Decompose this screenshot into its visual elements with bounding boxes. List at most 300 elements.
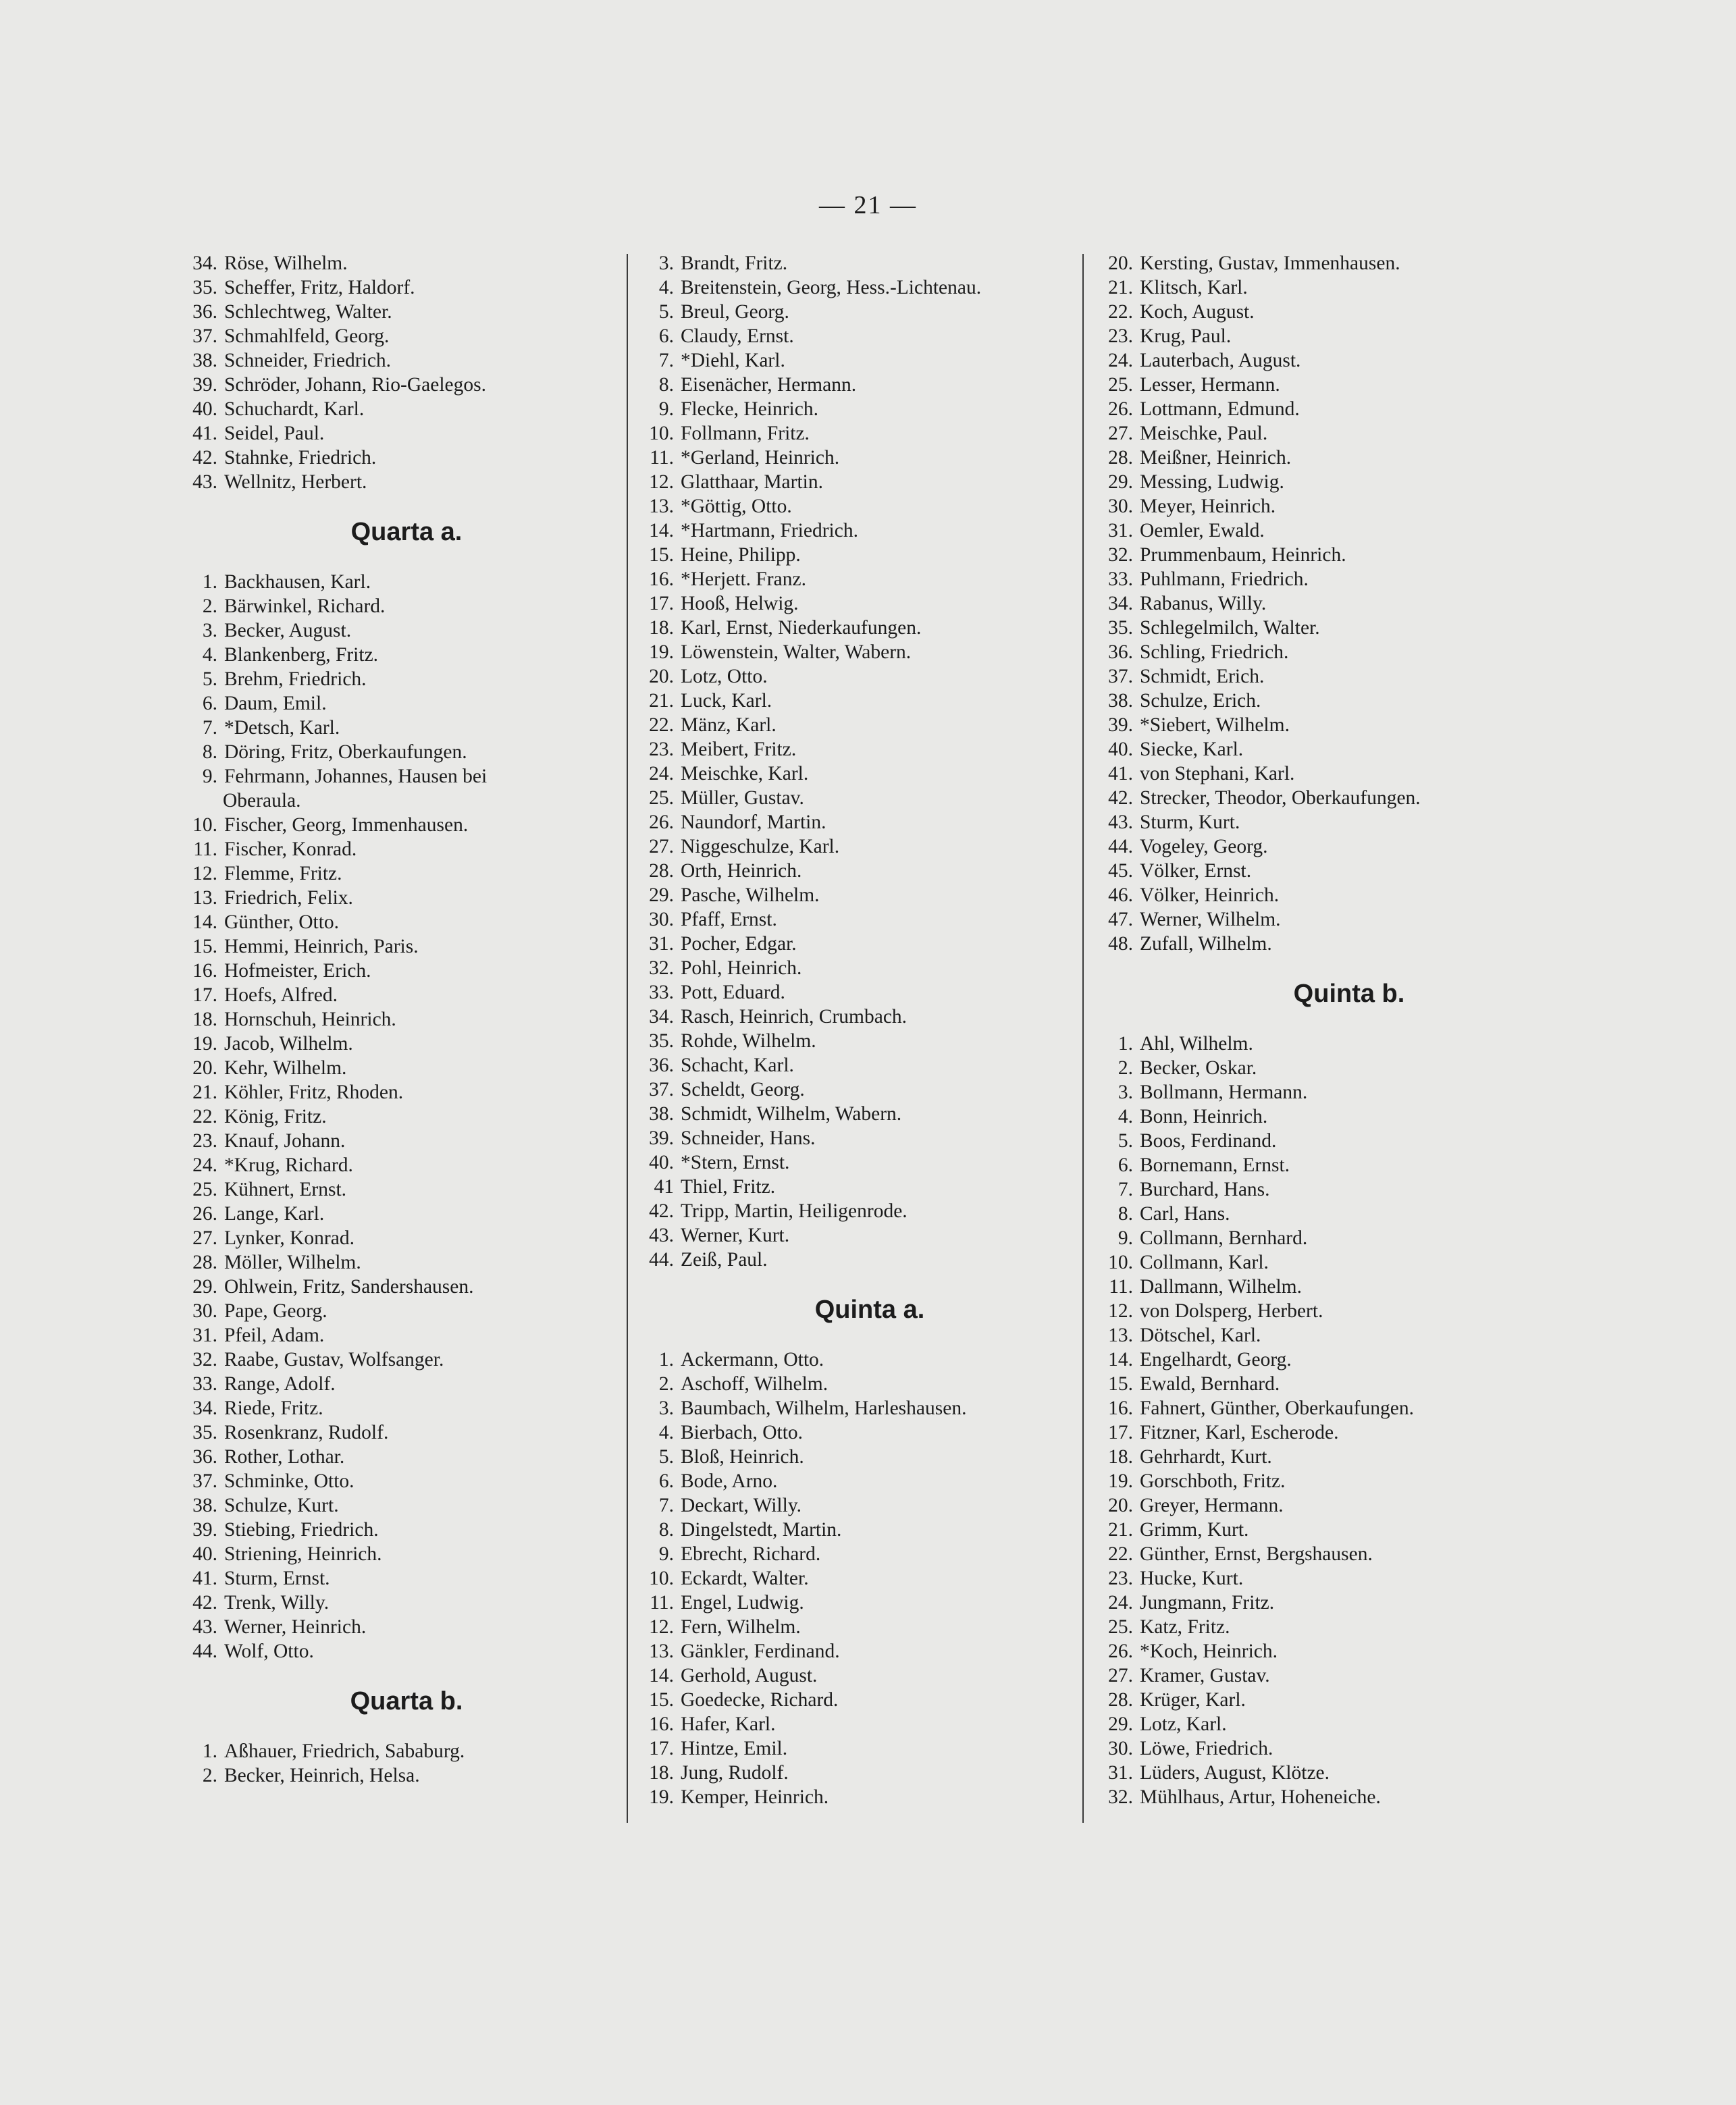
list-item-number: 9.	[202, 766, 217, 787]
list-item-number: 24.	[1108, 350, 1133, 371]
list-item-number: 14.	[192, 911, 217, 933]
list-item	[1093, 1129, 1579, 1153]
list-item	[1093, 1348, 1579, 1372]
list-item-name: Fischer, Konrad.	[224, 838, 357, 860]
list-item	[1093, 446, 1579, 470]
list-item	[633, 1615, 1079, 1639]
list-item	[633, 1248, 1079, 1272]
list-item-name: Hoefs, Alfred.	[224, 984, 338, 1006]
list-item-name: Schmahlfeld, Georg.	[224, 325, 390, 347]
list-item-number: 1.	[1117, 1033, 1133, 1055]
list-item	[177, 421, 609, 446]
list-item	[1093, 275, 1579, 300]
list-item-name: Messing, Ludwig.	[1140, 471, 1284, 493]
list-item-name: von Stephani, Karl.	[1140, 763, 1295, 784]
list-item-name: Krüger, Karl.	[1140, 1689, 1246, 1711]
list-item-name: Löwenstein, Walter, Wabern.	[681, 641, 912, 663]
list-item-number: 15.	[192, 936, 217, 957]
list-item-number: 39.	[192, 1519, 217, 1541]
list-item	[1093, 810, 1579, 834]
list-item	[633, 1736, 1079, 1761]
list-item-number: 41.	[192, 1568, 217, 1589]
list-item-name: von Dolsperg, Herbert.	[1140, 1300, 1323, 1322]
list-item-name: Pfeil, Adam.	[224, 1325, 325, 1346]
list-item-number: 22.	[649, 714, 674, 736]
list-item-number: 42.	[192, 447, 217, 469]
list-item	[1093, 1518, 1579, 1542]
list-item	[1093, 1202, 1579, 1226]
list-item-number: 17.	[1108, 1422, 1133, 1443]
list-item-number: 48.	[1108, 933, 1133, 955]
list-item-number: 7.	[1117, 1179, 1133, 1200]
list-item-name: *Diehl, Karl.	[681, 350, 785, 371]
list-item-number: 40.	[1108, 739, 1133, 760]
list-item-number: 19.	[192, 1033, 217, 1055]
list-item-name: Kühnert, Ernst.	[224, 1179, 347, 1200]
list-item-name: Schmidt, Wilhelm, Wabern.	[681, 1103, 902, 1125]
list-item-name: *Herjett. Franz.	[681, 568, 806, 590]
list-item-number: 35.	[1108, 617, 1133, 639]
list-item-name: Lauterbach, August.	[1140, 350, 1301, 371]
list-item-number: 9.	[1117, 1227, 1133, 1249]
list-item	[177, 934, 609, 959]
list-item-name: Claudy, Ernst.	[681, 325, 794, 347]
list-item-number: 29.	[1108, 1713, 1133, 1735]
list-item	[1093, 907, 1579, 932]
list-item	[633, 1420, 1079, 1445]
list-item-name: Rasch, Heinrich, Crumbach.	[681, 1006, 908, 1028]
list-item-name: Scheldt, Georg.	[681, 1079, 805, 1100]
list-item-name: *Hartmann, Friedrich.	[681, 520, 858, 541]
list-item-number: 36.	[649, 1055, 674, 1076]
list-item-name: Brehm, Friedrich.	[224, 668, 367, 690]
list-item-number: 33.	[649, 982, 674, 1003]
list-item-name: Aschoff, Wilhelm.	[681, 1373, 828, 1395]
list-item-name: Eisenächer, Hermann.	[681, 374, 857, 396]
list-item-number: 21.	[1108, 277, 1133, 298]
list-item-name: Gorschboth, Fritz.	[1140, 1470, 1286, 1492]
list-item	[633, 1493, 1079, 1518]
list-item-name: Ackermann, Otto.	[681, 1349, 824, 1370]
list-item	[633, 907, 1079, 932]
list-item	[177, 1493, 609, 1518]
list-item-number: 31.	[1108, 520, 1133, 541]
list-item	[1093, 1493, 1579, 1518]
list-item-number: 39.	[1108, 714, 1133, 736]
list-item-number: 6.	[1117, 1154, 1133, 1176]
list-item-name: Lotz, Otto.	[681, 666, 768, 687]
list-item-name: Pohl, Heinrich.	[681, 957, 802, 979]
list-item-number: 41.	[1108, 763, 1133, 784]
list-item-number: 42.	[192, 1592, 217, 1614]
list-item	[177, 1372, 609, 1396]
list-item-name: Bornemann, Ernst.	[1140, 1154, 1290, 1176]
list-item-name: Pfaff, Ernst.	[681, 909, 777, 930]
list-item	[1093, 324, 1579, 348]
list-item-name: Pasche, Wilhelm.	[681, 884, 820, 906]
list-item	[633, 1518, 1079, 1542]
list-item	[633, 1102, 1079, 1126]
list-item-name: Collmann, Bernhard.	[1140, 1227, 1308, 1249]
list-item	[177, 691, 609, 716]
list-item-name: Lynker, Konrad.	[224, 1227, 354, 1249]
list-item-number: 1.	[202, 571, 217, 593]
list-item-name: Sturm, Ernst.	[224, 1568, 330, 1589]
list-item	[177, 1739, 609, 1763]
list-item-name: Boos, Ferdinand.	[1140, 1130, 1277, 1152]
list-item	[633, 1175, 1079, 1199]
list-item-number: 25.	[1108, 374, 1133, 396]
list-item-number: 9.	[658, 1543, 674, 1565]
list-item	[1093, 1542, 1579, 1566]
list-item	[177, 275, 609, 300]
list-item	[177, 470, 609, 494]
list-item-name: Daum, Emil.	[224, 693, 327, 714]
list-item	[177, 789, 609, 813]
list-item-number: 14.	[649, 1665, 674, 1686]
list-item-number: 28.	[192, 1252, 217, 1273]
list-item-number: 44.	[192, 1641, 217, 1662]
list-item	[633, 1663, 1079, 1688]
list-item	[177, 1323, 609, 1348]
list-item	[633, 1029, 1079, 1053]
list-item	[177, 594, 609, 618]
list-item-number: 12.	[649, 1616, 674, 1638]
list-item-number: 13.	[192, 887, 217, 909]
list-item-number: 4.	[658, 277, 674, 298]
list-item-name: Striening, Heinrich.	[224, 1543, 382, 1565]
list-item-number: 14.	[649, 520, 674, 541]
list-item	[633, 567, 1079, 591]
list-item	[177, 1615, 609, 1639]
list-item-number: 27.	[1108, 1665, 1133, 1686]
list-item	[1093, 1372, 1579, 1396]
list-item-number: 32.	[1108, 1786, 1133, 1808]
list-item	[633, 373, 1079, 397]
list-item-name: Flemme, Fritz.	[224, 863, 342, 884]
list-item-number: 42.	[649, 1200, 674, 1222]
list-item-name: Schacht, Karl.	[681, 1055, 794, 1076]
list-item-name: Pocher, Edgar.	[681, 933, 797, 955]
list-item	[1093, 616, 1579, 640]
list-item	[633, 1591, 1079, 1615]
list-item-number: 37.	[1108, 666, 1133, 687]
list-item	[633, 300, 1079, 324]
list-item-name: Seidel, Paul.	[224, 423, 325, 444]
list-item	[1093, 1469, 1579, 1493]
list-item-name: Rother, Lothar.	[224, 1446, 345, 1468]
list-item-number: 39.	[192, 374, 217, 396]
list-item-name: Orth, Heinrich.	[681, 860, 802, 882]
list-item-name: Hofmeister, Erich.	[224, 960, 371, 982]
list-item-name: Stahnke, Friedrich.	[224, 447, 377, 469]
list-item-number: 21.	[192, 1082, 217, 1103]
list-item	[177, 1007, 609, 1032]
list-item	[633, 1785, 1079, 1809]
list-item-number: 38.	[649, 1103, 674, 1125]
list-item-name: Mänz, Karl.	[681, 714, 777, 736]
list-item-name: Hooß, Helwig.	[681, 593, 799, 614]
list-item-number: 3.	[658, 1397, 674, 1419]
list-item-name: Breul, Georg.	[681, 301, 789, 323]
list-item	[633, 470, 1079, 494]
list-item-number: 43.	[1108, 811, 1133, 833]
list-item-name: Jacob, Wilhelm.	[224, 1033, 353, 1055]
list-item	[177, 1542, 609, 1566]
list-item	[177, 764, 609, 789]
list-item-name: Niggeschulze, Karl.	[681, 836, 840, 857]
list-item-number: 20.	[1108, 1495, 1133, 1516]
list-item-name: *Koch, Heinrich.	[1140, 1641, 1278, 1662]
list-item-number: 7.	[658, 350, 674, 371]
list-item-name: Flecke, Heinrich.	[681, 398, 818, 420]
list-item	[1093, 251, 1579, 275]
list-item	[177, 643, 609, 667]
list-item-number: 16.	[1108, 1397, 1133, 1419]
list-item-number: 18.	[1108, 1446, 1133, 1468]
list-item-number: 23.	[1108, 325, 1133, 347]
list-item-number: 34.	[192, 252, 217, 274]
list-item-name: Grimm, Kurt.	[1140, 1519, 1249, 1541]
list-item-number: 4.	[1117, 1106, 1133, 1127]
list-item-name: Puhlmann, Friedrich.	[1140, 568, 1309, 590]
list-item	[177, 1763, 609, 1788]
list-item-number: 2.	[658, 1373, 674, 1395]
list-item-number: 8.	[658, 374, 674, 396]
list-item	[1093, 1080, 1579, 1104]
list-item-name: Friedrich, Felix.	[224, 887, 353, 909]
list-item-name: Bollmann, Hermann.	[1140, 1082, 1308, 1103]
list-item	[1093, 1712, 1579, 1736]
list-item	[177, 1250, 609, 1275]
section-heading: Quinta b.	[1293, 980, 1405, 1008]
list-item-name: Carl, Hans.	[1140, 1203, 1230, 1225]
list-item-number: 33.	[192, 1373, 217, 1395]
list-item-number: 28.	[1108, 1689, 1133, 1711]
list-item-number: 42.	[1108, 787, 1133, 809]
list-item-name: Greyer, Hermann.	[1140, 1495, 1284, 1516]
list-item-name: Backhausen, Karl.	[224, 571, 371, 593]
list-item-name: Heine, Philipp.	[681, 544, 801, 566]
list-item-number: 2.	[202, 1765, 217, 1786]
list-item	[633, 1005, 1079, 1029]
column-middle	[633, 251, 1079, 1809]
list-item-number: 29.	[649, 884, 674, 906]
list-item	[177, 1299, 609, 1323]
list-item-number: 14.	[1108, 1349, 1133, 1370]
list-item	[1093, 1104, 1579, 1129]
list-item-number: 6.	[658, 325, 674, 347]
list-item-name: Siecke, Karl.	[1140, 739, 1244, 760]
list-item-name: *Stern, Ernst.	[681, 1152, 790, 1173]
list-item-name: Oberaula.	[223, 790, 301, 811]
list-item-number: 34.	[1108, 593, 1133, 614]
list-item-name: Dingelstedt, Martin.	[681, 1519, 842, 1541]
list-item-name: Werner, Kurt.	[681, 1225, 790, 1246]
list-item-name: Pott, Eduard.	[681, 982, 785, 1003]
list-item-number: 21.	[649, 690, 674, 712]
list-item	[177, 1420, 609, 1445]
list-item-name: König, Fritz.	[224, 1106, 327, 1127]
list-item	[633, 883, 1079, 907]
list-item	[633, 1348, 1079, 1372]
list-item-name: Becker, Oskar.	[1140, 1057, 1257, 1079]
list-item	[633, 1761, 1079, 1785]
list-item-number: 43.	[649, 1225, 674, 1246]
list-item-number: 22.	[1108, 301, 1133, 323]
list-item-name: Baumbach, Wilhelm, Harleshausen.	[681, 1397, 967, 1419]
list-item	[1093, 421, 1579, 446]
list-item	[1093, 591, 1579, 616]
list-item	[633, 591, 1079, 616]
list-item-number: 22.	[1108, 1543, 1133, 1565]
list-item-number: 35.	[192, 277, 217, 298]
list-item-number: 33.	[1108, 568, 1133, 590]
list-item-name: Raabe, Gustav, Wolfsanger.	[224, 1349, 444, 1370]
list-item-number: 27.	[649, 836, 674, 857]
list-item	[177, 446, 609, 470]
list-item-number: 28.	[649, 860, 674, 882]
list-item-name: Brandt, Fritz.	[681, 252, 788, 274]
list-item-number: 24.	[1108, 1592, 1133, 1614]
list-item-number: 2.	[202, 595, 217, 617]
list-item-name: Gerhold, August.	[681, 1665, 818, 1686]
list-item-name: Fischer, Georg, Immenhausen.	[224, 814, 469, 836]
list-item	[633, 1445, 1079, 1469]
list-item-name: Rosenkranz, Rudolf.	[224, 1422, 389, 1443]
list-item	[1093, 1323, 1579, 1348]
list-item	[633, 1372, 1079, 1396]
list-item	[177, 1639, 609, 1663]
list-item-number: 3.	[1117, 1082, 1133, 1103]
list-item-number: 17.	[649, 1738, 674, 1759]
list-item-name: Fern, Wilhelm.	[681, 1616, 801, 1638]
list-item-number: 1.	[658, 1349, 674, 1370]
list-item-name: Jungmann, Fritz.	[1140, 1592, 1275, 1614]
list-item	[1093, 470, 1579, 494]
list-item-name: Völker, Ernst.	[1140, 860, 1252, 882]
list-item	[1093, 1177, 1579, 1202]
list-item-name: Ewald, Bernhard.	[1140, 1373, 1280, 1395]
list-item	[177, 1518, 609, 1542]
list-item-number: 16.	[649, 568, 674, 590]
list-item-number: 6.	[202, 693, 217, 714]
list-item	[1093, 1032, 1579, 1056]
list-item	[1093, 1663, 1579, 1688]
list-item-name: Hintze, Emil.	[681, 1738, 788, 1759]
list-item	[633, 1150, 1079, 1175]
list-item-number: 31.	[649, 933, 674, 955]
list-item-name: Lottmann, Edmund.	[1140, 398, 1300, 420]
list-item	[633, 1688, 1079, 1712]
list-item-name: Meibert, Fritz.	[681, 739, 797, 760]
list-item-number: 32.	[192, 1349, 217, 1370]
list-item-name: Gehrhardt, Kurt.	[1140, 1446, 1272, 1468]
list-item	[633, 518, 1079, 543]
list-item-number: 37.	[192, 1470, 217, 1492]
list-item	[177, 740, 609, 764]
list-item-number: 35.	[192, 1422, 217, 1443]
list-item-number: 40.	[192, 398, 217, 420]
list-item	[177, 397, 609, 421]
list-item	[1093, 1153, 1579, 1177]
list-item-name: Schröder, Johann, Rio-Gaelegos.	[224, 374, 486, 396]
list-item	[177, 373, 609, 397]
list-item-number: 36.	[192, 1446, 217, 1468]
list-item-name: Werner, Wilhelm.	[1140, 909, 1281, 930]
list-item	[633, 932, 1079, 956]
list-item-number: 30.	[1108, 496, 1133, 517]
list-item-number: 36.	[1108, 641, 1133, 663]
list-item-name: Eckardt, Walter.	[681, 1568, 809, 1589]
list-item-name: Hafer, Karl.	[681, 1713, 776, 1735]
list-item	[633, 1566, 1079, 1591]
list-item-number: 44.	[649, 1249, 674, 1271]
list-item	[1093, 883, 1579, 907]
list-item	[633, 810, 1079, 834]
list-item-name: Günther, Ernst, Bergshausen.	[1140, 1543, 1373, 1565]
list-item	[1093, 1420, 1579, 1445]
list-item-number: 27.	[192, 1227, 217, 1249]
list-item-number: 4.	[658, 1422, 674, 1443]
list-item-number: 41.	[192, 423, 217, 444]
list-item	[1093, 1445, 1579, 1469]
list-item-name: Schminke, Otto.	[224, 1470, 354, 1492]
list-item-number: 32.	[1108, 544, 1133, 566]
list-item	[177, 837, 609, 861]
list-item-name: Prummenbaum, Heinrich.	[1140, 544, 1346, 566]
list-item	[1093, 1056, 1579, 1080]
list-item-number: 10.	[649, 1568, 674, 1589]
list-item	[633, 1053, 1079, 1077]
list-item	[1093, 300, 1579, 324]
list-item-name: Lange, Karl.	[224, 1203, 325, 1225]
list-item-number: 12.	[649, 471, 674, 493]
list-item	[177, 1591, 609, 1615]
list-item-name: Lüders, August, Klötze.	[1140, 1762, 1330, 1784]
list-item-name: Köhler, Fritz, Rhoden.	[224, 1082, 404, 1103]
page-number: — 21 —	[819, 191, 917, 219]
list-item	[1093, 664, 1579, 689]
list-item	[177, 861, 609, 886]
list-item-number: 26.	[649, 811, 674, 833]
list-item-number: 3.	[658, 252, 674, 274]
list-item-number: 15.	[649, 544, 674, 566]
list-item-number: 19.	[1108, 1470, 1133, 1492]
list-item-number: 5.	[1117, 1130, 1133, 1152]
list-item-name: Günther, Otto.	[224, 911, 340, 933]
list-item-number: 3.	[202, 620, 217, 641]
list-item	[177, 348, 609, 373]
list-item	[177, 1080, 609, 1104]
list-item-number: 39.	[649, 1127, 674, 1149]
list-item-number: 36.	[192, 301, 217, 323]
list-item-number: 24.	[649, 763, 674, 784]
list-item-number: 21.	[1108, 1519, 1133, 1541]
list-item	[633, 1126, 1079, 1150]
list-item-name: Riede, Fritz.	[224, 1397, 323, 1419]
list-item	[1093, 1275, 1579, 1299]
list-item-number: 25.	[649, 787, 674, 809]
column-divider-right	[1082, 254, 1084, 1823]
list-item	[633, 640, 1079, 664]
list-item-name: Zufall, Wilhelm.	[1140, 933, 1272, 955]
list-item-name: Koch, August.	[1140, 301, 1255, 323]
list-item-name: Meyer, Heinrich.	[1140, 496, 1276, 517]
list-item	[633, 664, 1079, 689]
list-item-number: 40.	[192, 1543, 217, 1565]
list-item	[633, 324, 1079, 348]
